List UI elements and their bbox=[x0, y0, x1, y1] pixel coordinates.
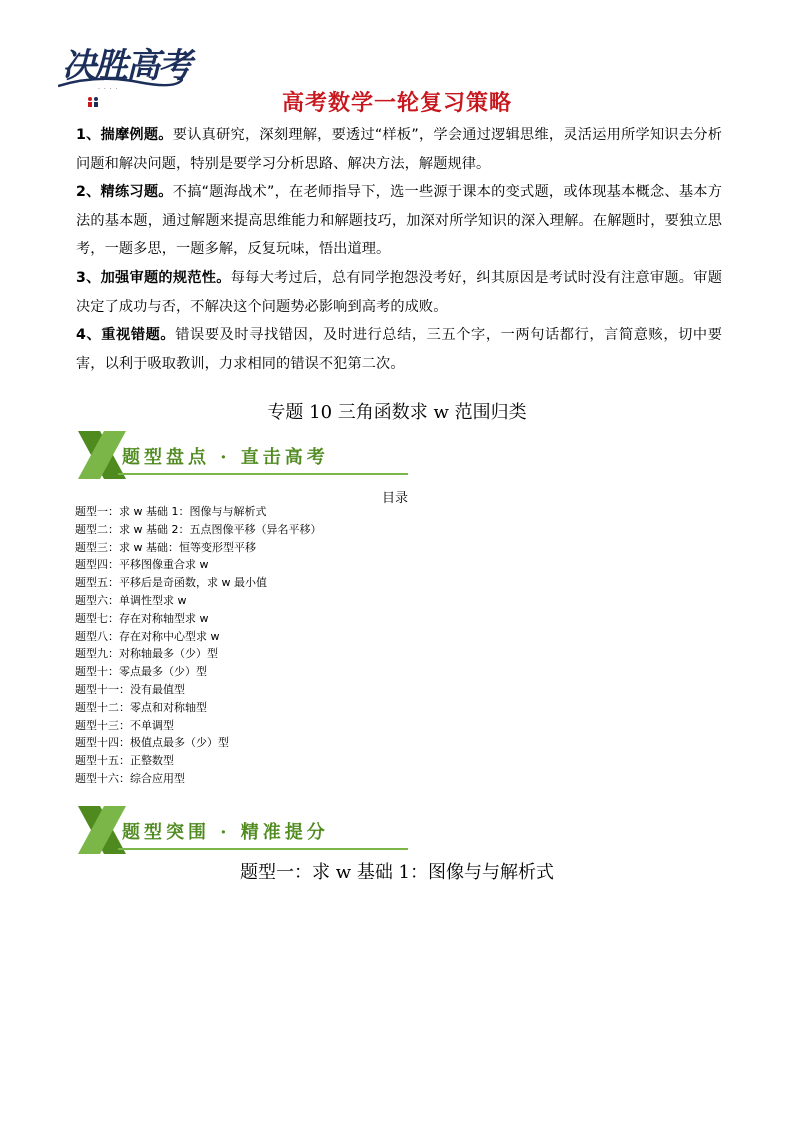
toc-item: 题型十四：极值点最多（少）型 bbox=[75, 736, 229, 750]
banner-underline bbox=[118, 473, 408, 475]
banner-underline bbox=[118, 848, 408, 850]
strategy-body: 每每大考过后，总有同学抱怨没考好，纠其原因是考试时没有注意审题。审题决定了成功与否，不解决这个问题势必影响到高考的成败。 bbox=[76, 270, 722, 315]
page-title: 高考数学一轮复习策略 bbox=[281, 91, 512, 116]
toc-item: 题型五：平移后是奇函数，求 w 最小值 bbox=[75, 576, 267, 590]
logo-text: 决胜高考 bbox=[62, 46, 190, 86]
toc-item: 题型六：单调性型求 w bbox=[75, 593, 187, 607]
section-banner-overview bbox=[78, 431, 408, 479]
toc-item: 题型九：对称轴最多（少）型 bbox=[75, 647, 218, 661]
toc-item: 题型三：求 w 基础：恒等变形型平移 bbox=[75, 540, 256, 554]
logo-subtitle: · · · · bbox=[98, 86, 119, 93]
strategy-paragraph bbox=[76, 121, 722, 178]
toc-item: 题型二：求 w 基础 2：五点图像平移（异名平移） bbox=[75, 522, 322, 536]
strategy-paragraph bbox=[76, 321, 722, 378]
section-banner-practice bbox=[78, 806, 408, 854]
toc-item: 题型十：零点最多（少）型 bbox=[75, 665, 207, 679]
topic-title: 专题 10 三角函数求 w 范围归类 bbox=[267, 402, 527, 423]
toc-item: 题型十五：正整数型 bbox=[75, 754, 174, 768]
toc-item: 题型一：求 w 基础 1：图像与与解析式 bbox=[75, 505, 267, 518]
toc-item: 题型十三：不单调型 bbox=[75, 718, 174, 732]
strategy-body: 不搞“题海战术”，在老师指导下，选一些源于课本的变式题，或体现基本概念、基本方法的基本题，通过解题来提高思维能力和解题技巧，加深对所学知识的深入理解。在解题时，要独立思考，一题多思，一题多解，反复玩味，悟出道理。 bbox=[76, 184, 722, 258]
strategy-body: 错误要及时寻找错因，及时进行总结，三五个字，一两句话都行，言简意赅，切中要害，以利于吸取教训，力求相同的错误不犯第二次。 bbox=[76, 327, 723, 372]
toc-item: 题型四：平移图像重合求 w bbox=[75, 558, 209, 572]
toc-item: 题型七：存在对称轴型求 w bbox=[75, 611, 209, 625]
strategy-paragraph bbox=[76, 178, 722, 264]
banner-x-icon bbox=[78, 806, 126, 854]
strategy-heading: 1、揣摩例题。 bbox=[76, 127, 173, 143]
strategy-heading: 3、加强审题的规范性。 bbox=[76, 270, 231, 286]
toc-item: 题型十一：没有最值型 bbox=[75, 682, 185, 696]
banner-x-icon bbox=[78, 431, 126, 479]
toc-heading: 目录 bbox=[382, 491, 409, 506]
toc-item: 题型八：存在对称中心型求 w bbox=[75, 629, 220, 643]
toc-item: 题型十六：综合应用型 bbox=[75, 771, 185, 785]
strategy-paragraph bbox=[76, 264, 722, 321]
strategy-heading: 2、精练习题。 bbox=[76, 184, 173, 200]
banner-title: 题型突围 · 精准提分 bbox=[122, 822, 329, 843]
banner-title: 题型盘点 · 直击高考 bbox=[122, 447, 329, 468]
table-of-contents bbox=[75, 503, 321, 788]
strategy-body: 要认真研究，深刻理解，要透过“样板”，学会通过逻辑思维，灵活运用所学知识去分析问题和解决问题，特别是要学习分析思路、解决方法，解题规律。 bbox=[76, 127, 722, 172]
strategy-heading: 4、重视错题。 bbox=[76, 327, 176, 343]
toc-item: 题型十二：零点和对称轴型 bbox=[75, 700, 207, 714]
section-title: 题型一：求 w 基础 1：图像与与解析式 bbox=[239, 862, 555, 883]
